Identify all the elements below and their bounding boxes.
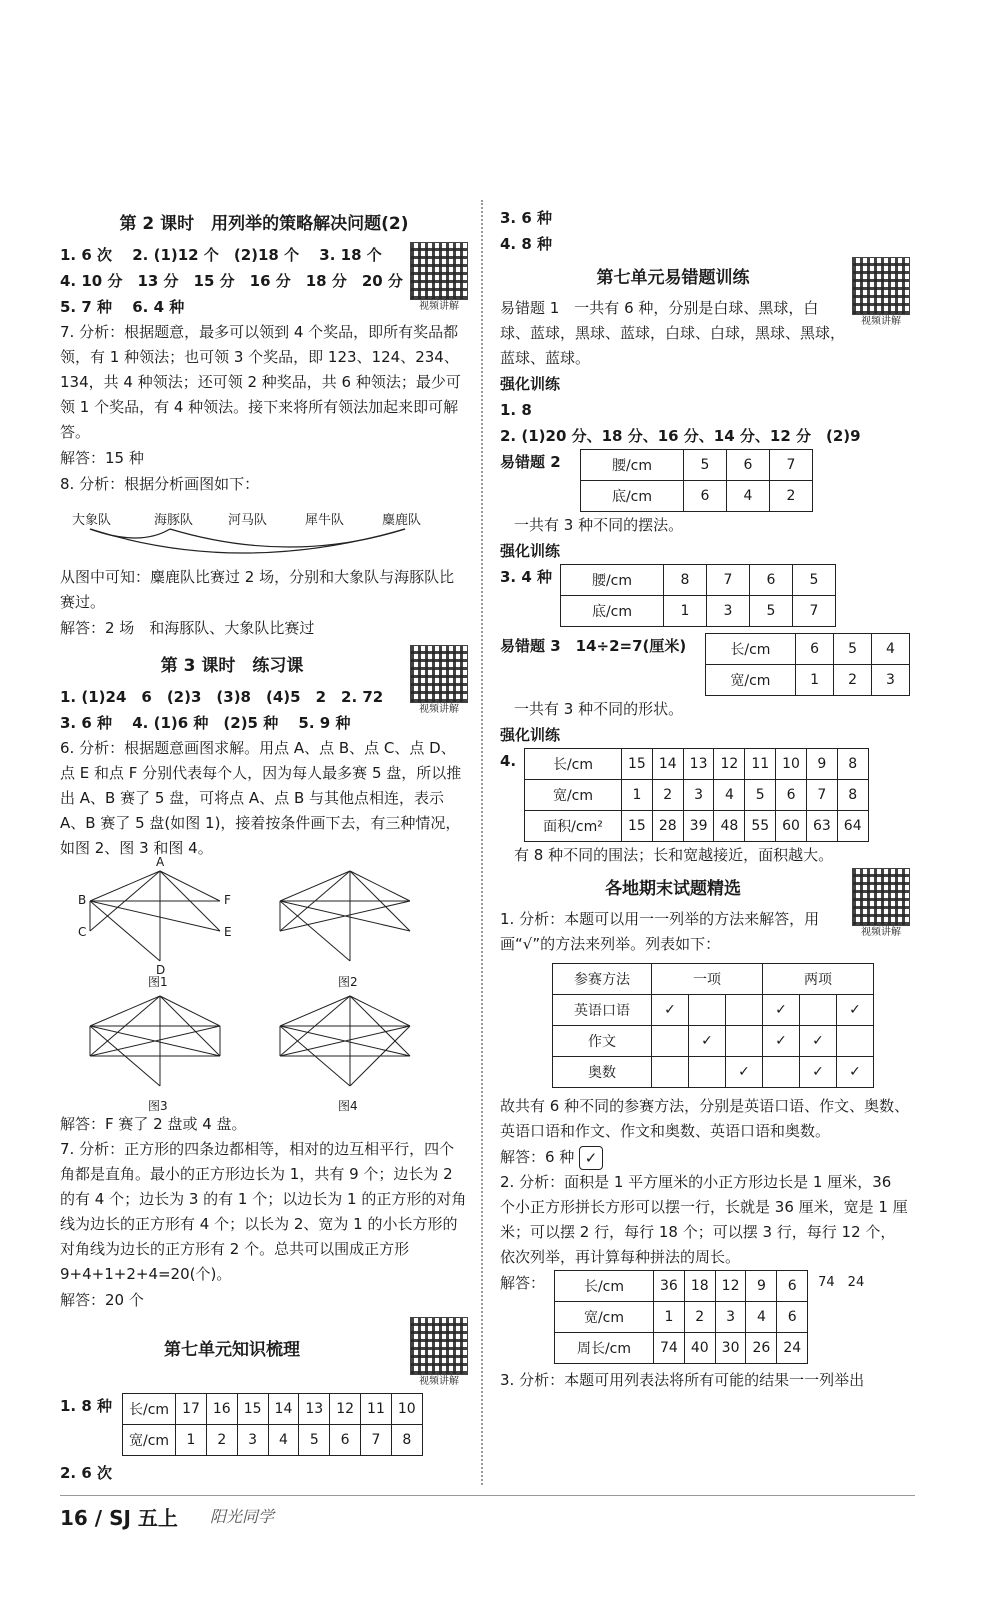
table-cell: 10 bbox=[776, 749, 807, 780]
table-cell: 6 bbox=[684, 481, 727, 512]
answer-line: 4. 8 种 bbox=[500, 235, 553, 253]
answer-line: 3. 6 种 4. (1)6 种 (2)5 种 5. 9 种 bbox=[60, 714, 351, 732]
table-cell: 3 bbox=[237, 1425, 268, 1456]
table-cell: 6 bbox=[777, 1271, 808, 1302]
qr-label: 视频讲解 bbox=[419, 301, 459, 312]
table-cell: 48 bbox=[714, 811, 745, 842]
analysis-text: 7. 分析：根据题意，最多可以领到 4 个奖品，即所有奖品都领，有 1 种领法；也可领 3 个奖品，即 123、124、234、134，共 4 种领法；还可领 2 种奖品，共 6 种领法；最少可领 1 个奖品，有 4 种领法。接下来将所有领法加起来即可解答。 bbox=[60, 323, 461, 441]
analysis-text: 故共有 6 种不同的参赛方法，分别是英语口语、作文、奥数、英语口语和作文、作文和奥数、英语口语和奥数。 bbox=[500, 1097, 910, 1140]
table-cell: 4 bbox=[746, 1302, 777, 1333]
answer-text-value: 解答：6 种 bbox=[500, 1148, 575, 1166]
answer-text bbox=[500, 1144, 910, 1170]
qr-icon bbox=[852, 257, 910, 315]
table-cell: 26 bbox=[746, 1333, 777, 1364]
graph-fig-2 bbox=[280, 871, 410, 961]
table-cell: 长/cm bbox=[123, 1394, 176, 1425]
figure-caption: 图3 bbox=[148, 1099, 168, 1113]
triangle-table-2 bbox=[560, 564, 836, 627]
table-cell: 39 bbox=[683, 811, 714, 842]
team-label: 麋鹿队 bbox=[382, 513, 422, 528]
method-table bbox=[552, 963, 874, 1088]
graph-fig-1 bbox=[90, 871, 220, 961]
qr-icon bbox=[410, 1317, 468, 1375]
table-cell bbox=[800, 995, 837, 1026]
team-label: 海豚队 bbox=[154, 513, 194, 528]
table-cell: 8 bbox=[837, 749, 868, 780]
answer-text: 解答：20 个 bbox=[60, 1291, 144, 1309]
team-arcs bbox=[60, 497, 460, 565]
qr-label: 视频讲解 bbox=[419, 1376, 459, 1387]
table-cell: 15 bbox=[237, 1394, 268, 1425]
figure-caption: 图4 bbox=[338, 1099, 358, 1113]
table-cell: ✓ bbox=[800, 1057, 837, 1088]
table-cell: 宽/cm bbox=[705, 665, 796, 696]
section-title: 第七单元知识梳理 bbox=[164, 1340, 300, 1360]
table-cell: 64 bbox=[837, 811, 868, 842]
subheading: 强化训练 bbox=[500, 726, 561, 744]
table-cell: 腰/cm bbox=[561, 565, 664, 596]
qr-label: 视频讲解 bbox=[419, 704, 459, 715]
table-cell: 8 bbox=[837, 780, 868, 811]
table-cell: 宽/cm bbox=[525, 780, 622, 811]
table-cell: 40 bbox=[684, 1333, 715, 1364]
table-cell: 6 bbox=[777, 1302, 808, 1333]
answer-line: 1. (1)24 6 (2)3 (3)8 (4)5 2 2. 72 bbox=[60, 688, 384, 706]
table-cell: 4 bbox=[727, 481, 770, 512]
section-title: 各地期末试题精选 bbox=[605, 879, 741, 899]
table-cell: 5 bbox=[299, 1425, 330, 1456]
table-cell: 24 bbox=[777, 1333, 808, 1364]
table-cell: 3 bbox=[872, 665, 910, 696]
qr-label: 视频讲解 bbox=[861, 927, 901, 938]
figure-caption: 图1 bbox=[148, 975, 168, 989]
table-cell: 18 bbox=[684, 1271, 715, 1302]
table-cell: 12 bbox=[715, 1271, 746, 1302]
table-cell: ✓ bbox=[837, 995, 874, 1026]
answer-line: 5. 7 种 6. 4 种 bbox=[60, 298, 185, 316]
table-cell: 7 bbox=[770, 450, 813, 481]
answer-text: 解答：F 赛了 2 盘或 4 盘。 bbox=[60, 1115, 247, 1133]
table-cell: ✓ bbox=[763, 995, 800, 1026]
answer-text: 解答：2 场 和海豚队、大象队比赛过 bbox=[60, 619, 315, 637]
table-cell: 6 bbox=[727, 450, 770, 481]
graph-fig-4 bbox=[280, 996, 410, 1086]
table-cell: 2 bbox=[834, 665, 872, 696]
answer-line: 2. (1)20 分、18 分、16 分、14 分、12 分 (2)9 bbox=[500, 427, 861, 445]
table-cell: 6 bbox=[330, 1425, 361, 1456]
table-cell bbox=[726, 1026, 763, 1057]
table-cell: 3 bbox=[683, 780, 714, 811]
table-cell: 腰/cm bbox=[581, 450, 684, 481]
analysis-text: 3. 分析：本题可用列表法将所有可能的结果一一列举出 bbox=[500, 1371, 865, 1389]
figure-caption: 图2 bbox=[338, 975, 358, 989]
qr-code[interactable] bbox=[410, 645, 468, 717]
table-cell bbox=[652, 1026, 689, 1057]
page-footer bbox=[60, 1495, 915, 1530]
section-title: 第 2 课时 用列举的策略解决问题(2) bbox=[119, 214, 409, 234]
rect-table bbox=[705, 633, 910, 696]
table-cell: 宽/cm bbox=[555, 1302, 654, 1333]
table-cell: ✓ bbox=[652, 995, 689, 1026]
table-cell: 底/cm bbox=[561, 596, 664, 627]
table-cell: 8 bbox=[391, 1425, 422, 1456]
analysis-text: 7. 分析：正方形的四条边都相等，相对的边互相平行，四个角都是直角。最小的正方形边长为 1，共有 9 个；边长为 2 的有 4 个；边长为 3 的有 1 个；以边长为 1 的正方形的对角线为边长的正方形有 4 个；以长为 2、宽为 1 的小长方形的对角线为边长的正方形有 2 个。总共可以围成正方形 9+4+1+2+4=20(个)。 bbox=[60, 1140, 467, 1283]
qr-icon bbox=[410, 242, 468, 300]
table-cell: 7 bbox=[707, 565, 750, 596]
table-cell: 长/cm bbox=[525, 749, 622, 780]
mistake-text: 有 8 种不同的围法；长和宽越接近，面积越大。 bbox=[514, 846, 834, 864]
analysis-text: 6. 分析：根据题意画图求解。用点 A、点 B、点 C、点 D、点 E 和点 F 分别代表每个人，因为每人最多赛 5 盘，所以推出 A、B 赛了 5 盘，可将点 A、点 B 与其他点相连，表示 A、B 赛了 5 盘(如图 1)，接着按条件画下去，有三种情况，如图 2、图 3 和图 4。 bbox=[60, 739, 462, 857]
table-cell: ✓ bbox=[689, 1026, 726, 1057]
answer-line: 1. 6 次 2. (1)12 个 (2)18 个 3. 18 个 bbox=[60, 246, 382, 264]
mistake-label: 易错题 3 14÷2=7(厘米) bbox=[500, 637, 687, 655]
table-cell: 16 bbox=[206, 1394, 237, 1425]
qr-icon bbox=[410, 645, 468, 703]
table-cell: 7 bbox=[361, 1425, 392, 1456]
subheading: 强化训练 bbox=[500, 542, 561, 560]
team-label: 大象队 bbox=[72, 513, 112, 528]
table-cell: 30 bbox=[715, 1333, 746, 1364]
table-cell: 3 bbox=[707, 596, 750, 627]
table-cell: ✓ bbox=[726, 1057, 763, 1088]
table-cell: 13 bbox=[299, 1394, 330, 1425]
team-label: 河马队 bbox=[228, 513, 268, 528]
column-divider bbox=[481, 200, 483, 1485]
table-cell: 5 bbox=[750, 596, 793, 627]
qr-icon bbox=[852, 868, 910, 926]
answer-line: 1. 8 bbox=[500, 401, 532, 419]
table-cell: 5 bbox=[745, 780, 776, 811]
area-table bbox=[524, 748, 869, 842]
qr-code[interactable] bbox=[410, 242, 468, 314]
table-cell bbox=[652, 1057, 689, 1088]
table-cell: 17 bbox=[176, 1394, 207, 1425]
table-cell bbox=[763, 1057, 800, 1088]
table-cell: 74 bbox=[654, 1333, 685, 1364]
answer-line: 1. 8 种 bbox=[60, 1397, 113, 1415]
graph-fig-3 bbox=[90, 996, 220, 1086]
team-label: 犀牛队 bbox=[305, 513, 345, 528]
table-cell: 1 bbox=[796, 665, 834, 696]
qr-code[interactable] bbox=[852, 257, 910, 329]
analysis-text: 2. 分析：面积是 1 平方厘米的小正方形边长是 1 厘米，36 个小正方形拼长方形可以摆一行，长就是 36 厘米，宽是 1 厘米；可以摆 2 行，每行 18 个；可以摆 3 行，每行 12 个，依次列举，再计算每种拼法的周长。 bbox=[500, 1173, 908, 1266]
brand-logo: 阳光同学 bbox=[210, 1507, 275, 1526]
size-table bbox=[122, 1393, 423, 1456]
table-cell: ✓ bbox=[763, 1026, 800, 1057]
point-label: B bbox=[78, 893, 87, 907]
point-label: F bbox=[224, 893, 231, 907]
answer-line: 3. 4 种 bbox=[500, 568, 553, 586]
triangle-table bbox=[580, 449, 813, 512]
point-label: D bbox=[156, 963, 166, 977]
table-cell: 3 bbox=[715, 1302, 746, 1333]
perimeter-table bbox=[554, 1270, 808, 1364]
table-cell: 12 bbox=[330, 1394, 361, 1425]
table-cell: 7 bbox=[806, 780, 837, 811]
table-cell: 28 bbox=[652, 811, 683, 842]
table-cell: 6 bbox=[776, 780, 807, 811]
table-cell: 5 bbox=[834, 634, 872, 665]
table-cell: 2 bbox=[684, 1302, 715, 1333]
table-cell: 2 bbox=[652, 780, 683, 811]
point-label: C bbox=[78, 925, 87, 939]
mistake-text: 易错题 1 一共有 6 种，分别是白球、黑球，白球、蓝球，黑球、蓝球，白球、白球，黑球、黑球，蓝球、蓝球。 bbox=[500, 299, 846, 367]
table-cell: 8 bbox=[664, 565, 707, 596]
table-cell: 2 bbox=[206, 1425, 237, 1456]
point-label: E bbox=[224, 925, 232, 939]
mistake-text: 一共有 3 种不同的形状。 bbox=[514, 700, 684, 718]
table-cell: 12 bbox=[714, 749, 745, 780]
answer-line: 3. 6 种 bbox=[500, 209, 553, 227]
table-cell: 面积/cm² bbox=[525, 811, 622, 842]
table-cell: 宽/cm bbox=[123, 1425, 176, 1456]
qr-label: 视频讲解 bbox=[861, 316, 901, 327]
table-cell: 9 bbox=[746, 1271, 777, 1302]
qr-code[interactable] bbox=[852, 868, 910, 940]
table-cell: 6 bbox=[796, 634, 834, 665]
table-cell: 1 bbox=[622, 780, 653, 811]
right-column bbox=[500, 205, 910, 1393]
table-cell: 6 bbox=[750, 565, 793, 596]
answer-line: 4. bbox=[500, 752, 517, 770]
table-cell: 7 bbox=[793, 596, 836, 627]
checkmark-icon: ✓ bbox=[579, 1146, 603, 1170]
table-cell: 1 bbox=[664, 596, 707, 627]
table-cell: 作文 bbox=[553, 1026, 652, 1057]
team-diagram bbox=[60, 497, 468, 565]
table-cell: 2 bbox=[770, 481, 813, 512]
table-cell: 14 bbox=[268, 1394, 299, 1425]
answer-label: 解答： bbox=[500, 1274, 546, 1292]
table-cell: 一项 bbox=[652, 964, 763, 995]
table-cell: 36 bbox=[654, 1271, 685, 1302]
table-cell: 55 bbox=[745, 811, 776, 842]
table-cell: 1 bbox=[176, 1425, 207, 1456]
table-cell: 周长/cm bbox=[555, 1333, 654, 1364]
table-cell: 4 bbox=[872, 634, 910, 665]
table-cell: ✓ bbox=[837, 1057, 874, 1088]
table-cell: 15 bbox=[622, 749, 653, 780]
subheading: 强化训练 bbox=[500, 375, 561, 393]
table-cell: 4 bbox=[714, 780, 745, 811]
table-cell: 11 bbox=[745, 749, 776, 780]
section-title: 第七单元易错题训练 bbox=[596, 268, 750, 288]
answer-text: 解答：15 种 bbox=[60, 449, 144, 467]
page-number: 16 / SJ 五上 bbox=[60, 1506, 178, 1530]
table-cell bbox=[726, 995, 763, 1026]
table-cell: 长/cm bbox=[705, 634, 796, 665]
analysis-text: 1. 分析：本题可以用一一列举的方法来解答，用画“√”的方法来列举。列表如下： bbox=[500, 910, 820, 953]
table-cell: 11 bbox=[361, 1394, 392, 1425]
table-note: 74 24 bbox=[818, 1275, 865, 1290]
table-cell bbox=[837, 1026, 874, 1057]
table-cell: 长/cm bbox=[555, 1271, 654, 1302]
mistake-label: 易错题 2 bbox=[500, 453, 561, 471]
table-cell: 英语口语 bbox=[553, 995, 652, 1026]
table-cell: 15 bbox=[622, 811, 653, 842]
answer-line: 4. 10 分 13 分 15 分 16 分 18 分 20 分 bbox=[60, 272, 403, 290]
table-cell bbox=[689, 995, 726, 1026]
table-cell: 60 bbox=[776, 811, 807, 842]
table-cell: 参赛方法 bbox=[553, 964, 652, 995]
graph-figures bbox=[60, 855, 468, 1113]
answer-line: 2. 6 次 bbox=[60, 1464, 113, 1482]
left-column bbox=[60, 205, 468, 1486]
table-cell: 14 bbox=[652, 749, 683, 780]
table-cell: 63 bbox=[806, 811, 837, 842]
table-cell: 1 bbox=[654, 1302, 685, 1333]
table-cell: 5 bbox=[793, 565, 836, 596]
table-cell: 4 bbox=[268, 1425, 299, 1456]
table-cell: ✓ bbox=[800, 1026, 837, 1057]
analysis-text: 8. 分析：根据分析画图如下： bbox=[60, 475, 260, 493]
graph-figure-set bbox=[60, 861, 468, 1111]
table-cell bbox=[689, 1057, 726, 1088]
table-cell: 10 bbox=[391, 1394, 422, 1425]
section-title: 第 3 课时 练习课 bbox=[160, 656, 304, 676]
qr-code[interactable] bbox=[410, 1317, 468, 1389]
table-cell: 5 bbox=[684, 450, 727, 481]
point-label: A bbox=[156, 855, 165, 869]
table-cell: 13 bbox=[683, 749, 714, 780]
table-cell: 奥数 bbox=[553, 1057, 652, 1088]
mistake-text: 一共有 3 种不同的摆法。 bbox=[514, 516, 684, 534]
table-cell: 9 bbox=[806, 749, 837, 780]
analysis-text: 从图中可知：麋鹿队比赛过 2 场，分别和大象队与海豚队比赛过。 bbox=[60, 568, 455, 611]
table-cell: 两项 bbox=[763, 964, 874, 995]
table-cell: 底/cm bbox=[581, 481, 684, 512]
